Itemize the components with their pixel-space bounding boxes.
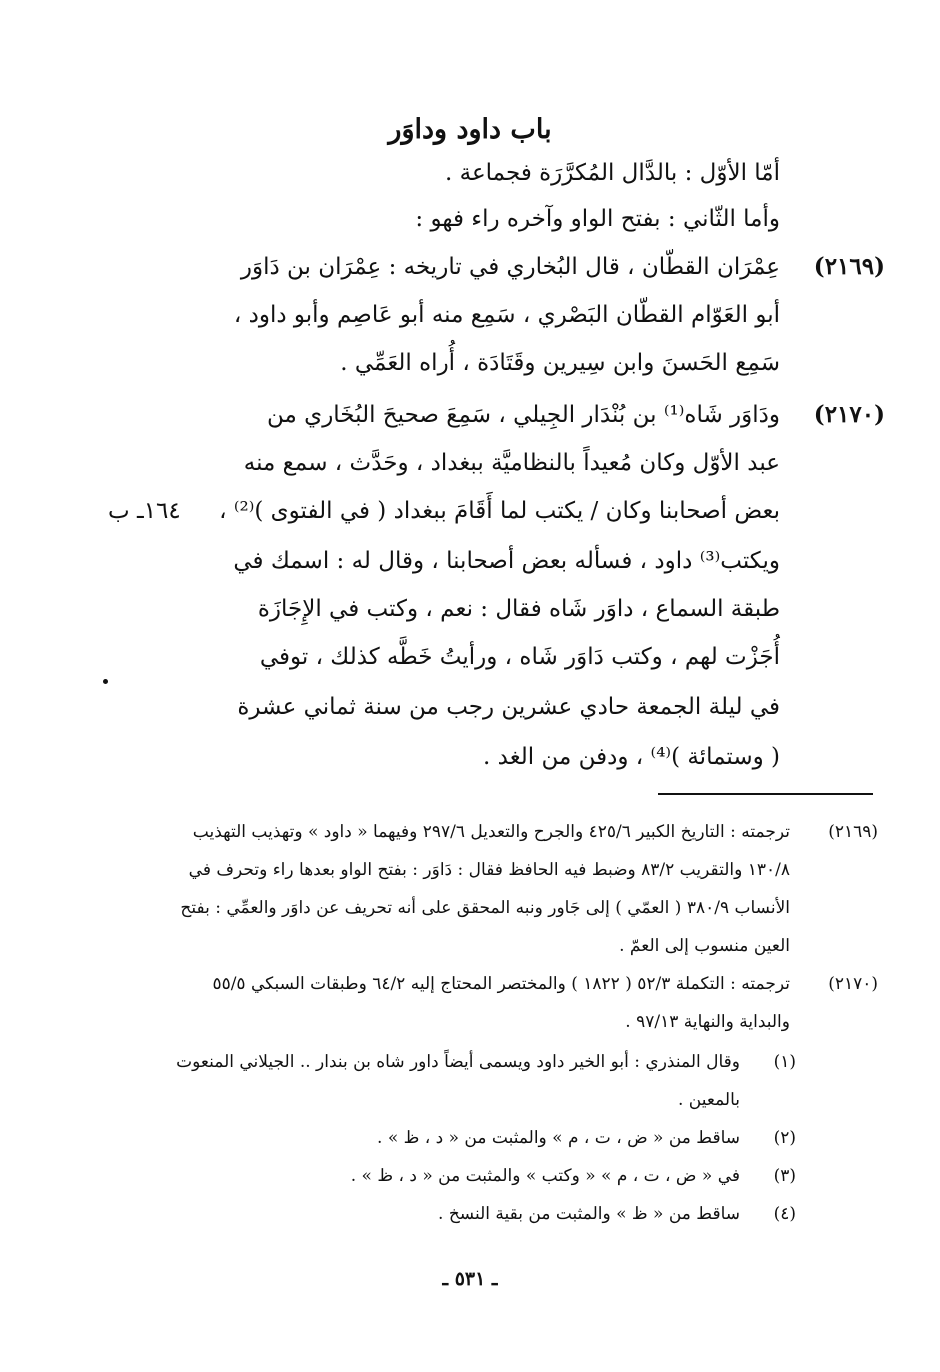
footnote-line: في « ض ، ت ، م » « وكتب » والمثبت من « د ، ظ » .: [350, 1166, 740, 1186]
entry-line: طبقة السماع ، داوَر شَاه فقال : نعم ، وكتب في الإِجَازَة: [257, 596, 780, 622]
entry-line: أُجَزْت لهم ، وكتب دَاوَر شَاه ، ورأيتُ خَطَّه كذلك ، توفي: [259, 644, 780, 670]
entry-line: في ليلة الجمعة حادي عشرين رجب من سنة ثماني عشرة: [237, 694, 780, 720]
entry-number: (٢١٦٩): [813, 253, 885, 280]
intro-line: أمّا الأوّل : بالدَّال المُكرَّرَة فجماعة .: [444, 160, 780, 186]
footnote-number: (١): [773, 1052, 796, 1072]
footnote-number: (٢): [773, 1128, 796, 1148]
entry-line: سَمِع الحَسنَ وابن سِيرين وقَتَادَة ، أُراه العَمِّي .: [340, 350, 780, 376]
entry-line: ( وستمائة )⁽⁴⁾ ، ودفن من الغد .: [483, 744, 780, 770]
footnote-line: ترجمته : التاريخ الكبير ٤٢٥/٦ والجرح والتعديل ٢٩٧/٦ وفيهما « داود » وتهذيب التهذيب: [192, 822, 790, 842]
entry-number: (٢١٧٠): [813, 401, 885, 428]
chapter-title: باب داود وداوَر: [388, 114, 552, 145]
entry-line: عبد الأوّل وكان مُعيداً بالنظاميَّة ببغداد ، وحَدَّث ، سمع منه: [243, 450, 780, 476]
footnote-number: (٢١٧٠): [828, 974, 878, 994]
footnote-separator: [658, 793, 873, 795]
footnote-line: العين منسوب إلى العمّ .: [619, 936, 790, 956]
footnote-number: (٢١٦٩): [828, 822, 878, 842]
entry-line: عِمْرَان القطّان ، قال البُخاري في تاريخه : عِمْرَان بن دَاوَر: [240, 254, 780, 280]
footnote-line: والبداية والنهاية ٩٧/١٣ .: [625, 1012, 790, 1032]
entry-line: ويكتب⁽³⁾ داود ، فسأله بعض أصحابنا ، وقال له : اسمك في: [233, 548, 780, 574]
folio-marker: ١٦٤ـ ب: [108, 498, 181, 524]
footnote-number: (٣): [773, 1166, 796, 1186]
footnote-line: ترجمته : التكملة ٥٢/٣ ( ١٨٢٢ ) والمختصر المحتاج إليه ٦٤/٢ وطبقات السبكي ٥٥/٥: [212, 974, 790, 994]
intro-line: وأما الثّاني : بفتح الواو وآخره راء فهو :: [415, 206, 780, 232]
entry-line: أبو العَوّام القطّان البَصْري ، سَمِع منه أبو عَاصِم وأبو داود ،: [233, 302, 780, 328]
entry-line: بعض أصحابنا وكان / يكتب لما أَقَامَ ببغداد ( في الفتوى )⁽²⁾ ،: [219, 498, 780, 524]
footnote-line: ساقط من « ض ، ت ، م » والمثبت من « د ، ظ » .: [377, 1128, 740, 1148]
entry-line: ودَاوَر شَاه⁽¹⁾ بن بُنْدَار الجِيلي ، سَمِعَ صحيحَ البُخَاري من: [267, 402, 780, 428]
page-number: ـ ٥٣١ ـ: [442, 1268, 498, 1290]
footnote-line: ساقط من « ظ » والمثبت من بقية النسخ .: [438, 1204, 740, 1224]
footnote-line: الأنساب ٣٨٠/٩ ( العمّي ) إلى جَاور ونبه المحقق على أنه تحريف عن داوَر والعمِّي : بفتح: [180, 898, 790, 918]
footnote-line: وقال المنذري : أبو الخير داود ويسمى أيضاً داور شاه بن بندار .. الجيلاني المنعوت: [176, 1052, 740, 1072]
footnote-number: (٤): [773, 1204, 796, 1224]
footnote-line: بالمعين .: [678, 1090, 740, 1110]
footnote-line: ١٣٠/٨ والتقريب ٨٣/٢ وضبط فيه الحافظ فقال : دَاوَر : بفتح الواو بعدها راء وتحرف في: [188, 860, 790, 880]
margin-dot: [103, 679, 108, 684]
